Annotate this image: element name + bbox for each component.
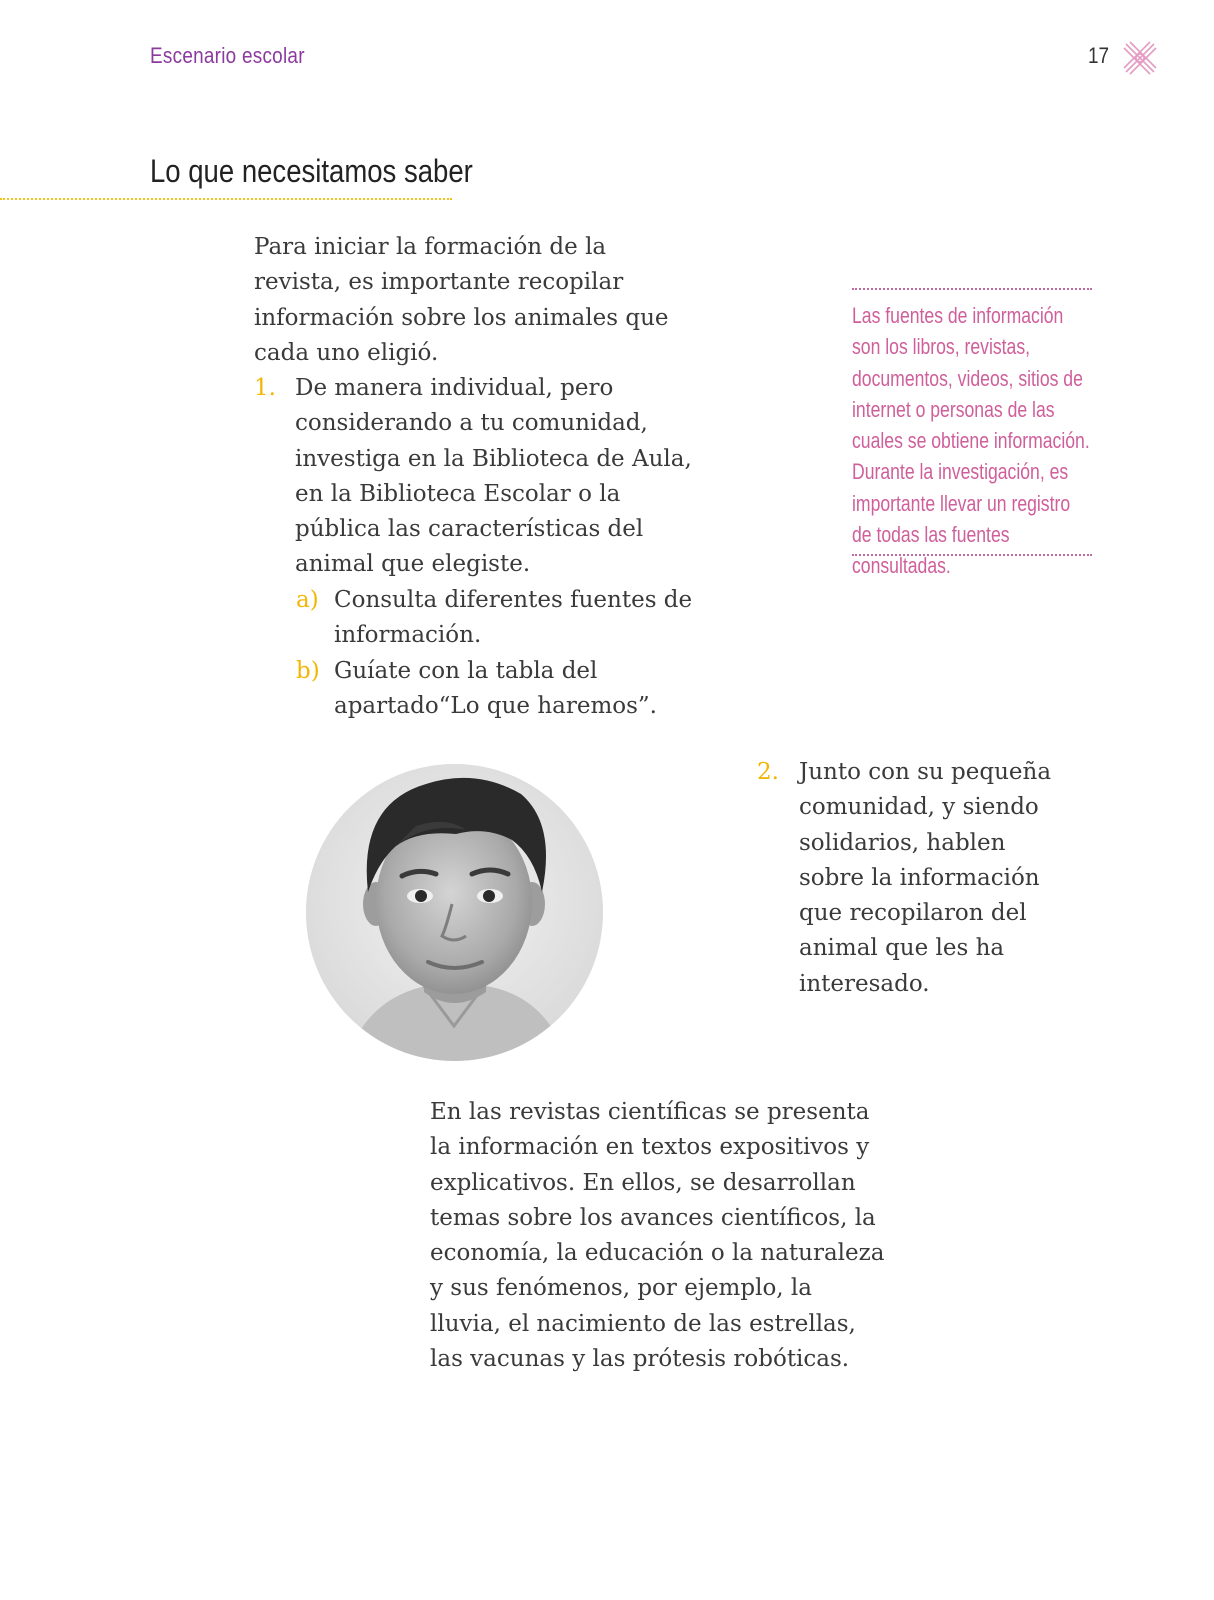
sub-list-item — [296, 583, 716, 654]
sub-list-item-text: Consulta diferentes fuentes de información. — [334, 587, 693, 649]
page-number: 17 — [1088, 43, 1110, 68]
outro-paragraph: En las revistas científicas se presenta la información en textos expositivos y explicativos. En ellos, se desarrollan temas sobre los avances científicos, la economía, la educación o la naturaleza y sus fenómenos, por ejemplo, la lluvia, el nacimiento de las estrellas, las vacunas y las prótesis robóticas. — [430, 1099, 885, 1373]
sub-list-marker: a) — [296, 587, 319, 613]
intro-paragraph: Para iniciar la formación de la revista, es importante recopilar información sobre los animales que cada uno eligió. — [254, 234, 669, 366]
sidebar-note-text: Las fuentes de información son los libros, revistas, documentos, videos, sitios de internet o personas de las cuales se obtiene información. Durante la investigación, es importante llevar un registro de todas las fuentes consultadas. — [852, 303, 1090, 579]
title-dotted-rule — [0, 198, 452, 200]
sub-list-item-text: Guíate con la tabla del apartado“Lo que haremos”. — [334, 658, 657, 720]
section-title: Lo que necesitamos saber — [150, 153, 473, 189]
list-item-text: Junto con su pequeña comunidad, y siendo solidarios, hablen sobre la información que recopilaron del animal que les ha interesado. — [799, 759, 1052, 997]
list-item — [254, 371, 694, 583]
student-photo — [306, 764, 603, 1061]
sub-list-marker: b) — [296, 658, 320, 684]
sub-list-item — [296, 654, 716, 725]
student-portrait-illustration — [306, 764, 603, 1061]
sidebar-note — [852, 288, 1092, 579]
list-item-text: De manera individual, pero considerando a tu comunidad, investiga en la Biblioteca de Aula, en la Biblioteca Escolar o la pública las características del animal que elegiste. — [295, 375, 692, 578]
running-head: Escenario escolar — [150, 43, 305, 68]
list-marker: 1. — [254, 375, 276, 401]
list-item — [757, 755, 1057, 1002]
list-marker: 2. — [757, 759, 779, 785]
woven-star-icon — [1120, 38, 1160, 78]
